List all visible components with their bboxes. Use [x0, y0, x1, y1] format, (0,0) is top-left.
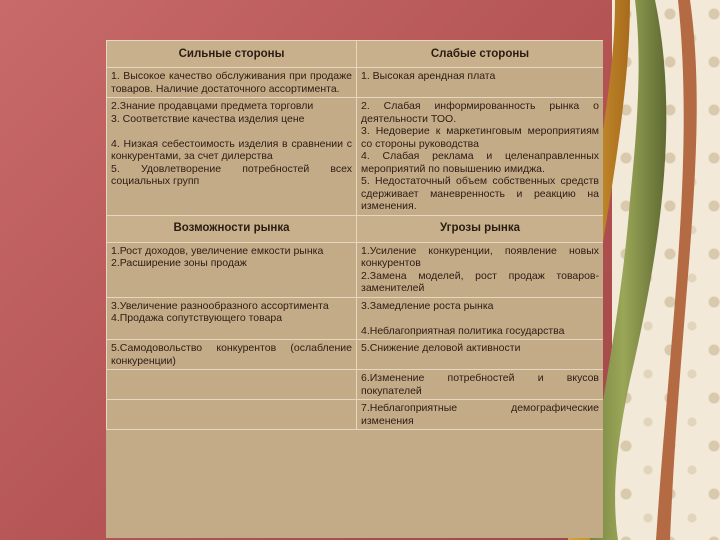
list-item [111, 372, 352, 385]
list-item: 1. Высокое качество обслуживания при продаже товаров. Наличие достаточного ассортимента. [111, 70, 352, 95]
list-item: 5. Недостаточный объем собственных средств сдерживает маневренность и реакцию на изменения. [361, 175, 599, 212]
list-item: 2.Знание продавцами предмета торговли [111, 100, 314, 112]
list-item [361, 312, 599, 325]
list-item: 4. Слабая реклама и целенаправленных мероприятий по повышению имиджа. [361, 150, 599, 175]
table-cell-right [357, 370, 604, 400]
table-cell-right [357, 340, 604, 370]
list-item: 4.Неблагоприятная политика государства [361, 324, 565, 337]
table-header-row [107, 215, 604, 242]
table-cell-left [107, 340, 357, 370]
swot-table-body [107, 41, 604, 430]
table-cell-left [107, 242, 357, 297]
threats-header: Угрозы рынка [357, 215, 604, 242]
swot-table-container [106, 40, 603, 538]
list-item: 5.Самодовольство конкурентов (ослабление конкуренции) [111, 342, 352, 367]
table-row [107, 400, 604, 430]
table-row [107, 68, 604, 98]
table-cell-left [107, 370, 357, 400]
list-item: 3.Замедление роста рынка [361, 299, 494, 312]
strengths-header: Сильные стороны [107, 41, 357, 68]
table-row [107, 370, 604, 400]
table-cell-right [357, 242, 604, 297]
table-row [107, 242, 604, 297]
list-item: 1. Высокая арендная плата [361, 70, 496, 82]
table-cell-left [107, 400, 357, 430]
list-item: 5.Снижение деловой активности [361, 342, 521, 354]
table-cell-right [357, 68, 604, 98]
opportunities-header: Возможности рынка [107, 215, 357, 242]
list-item: 5. Удовлетворение потребностей всех социальных групп [111, 162, 352, 187]
weaknesses-header: Слабые стороны [357, 41, 604, 68]
list-item [111, 402, 352, 415]
list-item: 2.Расширение зоны продаж [111, 257, 247, 269]
table-cell-left [107, 98, 357, 216]
list-item: 7.Неблагоприятные демографические изменения [361, 402, 599, 427]
list-item: 4. Низкая себестоимость изделия в сравнении с конкурентами, за счет дилерства [111, 137, 352, 162]
table-cell-right [357, 400, 604, 430]
list-item: 3. Недоверие к маркетинговым мероприятиям со стороны руководства [361, 125, 599, 150]
table-cell-left [107, 68, 357, 98]
table-row [107, 297, 604, 340]
list-item: 3.Увеличение разнообразного ассортимента [111, 299, 329, 312]
table-cell-right [357, 297, 604, 340]
table-row [107, 340, 604, 370]
list-item: 1.Рост доходов, увеличение емкости рынка [111, 244, 324, 257]
list-item: 4.Продажа сопутствующего товара [111, 312, 283, 324]
list-item: 1.Усиление конкуренции, появление новых конкурентов [361, 244, 599, 269]
list-item [111, 125, 352, 138]
list-item: 2. Слабая информированность рынка о деятельности ТОО. [361, 100, 599, 125]
list-item: 3. Соответствие качества изделия цене [111, 112, 305, 125]
list-item: 2.Замена моделей, рост продаж товаров-заменителей [361, 269, 599, 294]
swot-table [106, 40, 603, 430]
table-cell-left [107, 297, 357, 340]
table-header-row [107, 41, 604, 68]
table-row [107, 98, 604, 216]
list-item: 6.Изменение потребностей и вкусов покупателей [361, 372, 599, 397]
table-cell-right [357, 98, 604, 216]
